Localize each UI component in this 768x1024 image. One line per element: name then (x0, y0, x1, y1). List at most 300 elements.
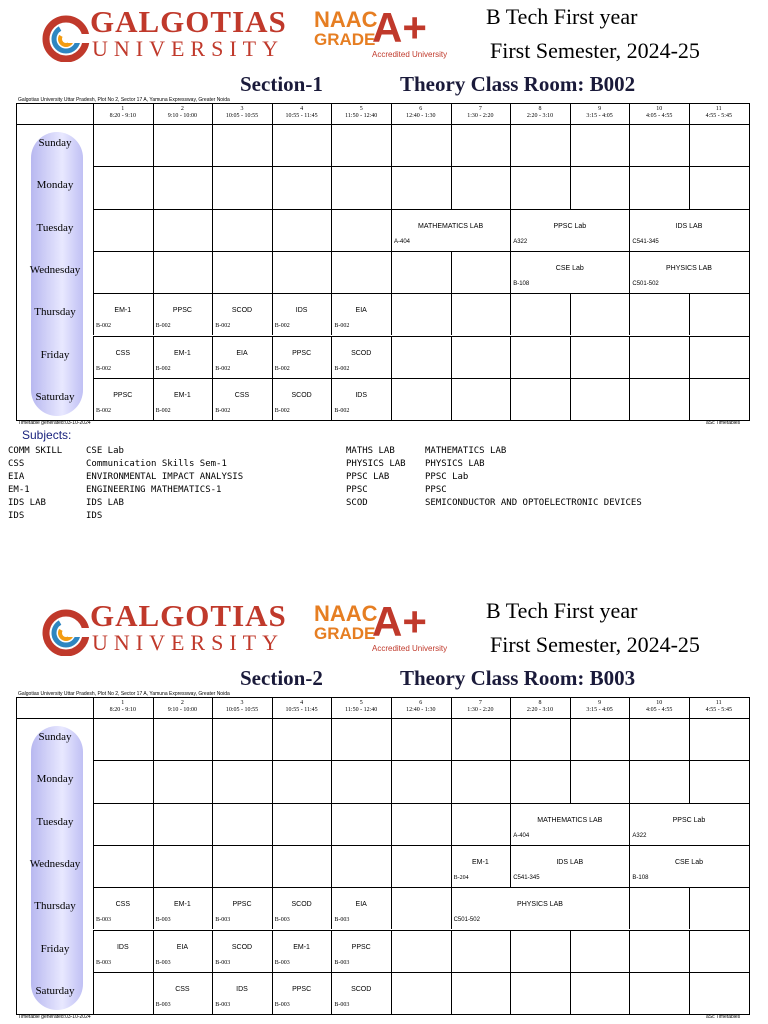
grid-col-line (570, 930, 571, 972)
period-number: 2 (180, 700, 184, 706)
period-time: 4:05 - 4:55 (646, 113, 673, 119)
class-slot[interactable] (272, 930, 332, 972)
period-time: 4:55 - 5:45 (705, 113, 732, 119)
grade-aplus: A+ (372, 4, 427, 51)
grid-col-line (451, 104, 452, 124)
grid-col-line (451, 718, 452, 760)
class-slot[interactable] (451, 887, 630, 929)
period-number: 9 (598, 106, 602, 112)
period-time: 10:05 - 10:55 (225, 707, 259, 713)
slot-subject: EM-1 (114, 307, 132, 315)
grid-col-line (93, 803, 94, 845)
grid-row-line (93, 760, 749, 761)
subject-name: PPSC (425, 485, 447, 495)
grid-col-line (510, 336, 511, 378)
grid-col-line (212, 166, 213, 208)
naac-label: NAAC (314, 601, 378, 626)
grid-col-line (391, 760, 392, 802)
period-header (570, 104, 630, 124)
period-time: 11:50 - 12:40 (345, 113, 378, 119)
slot-room: C501-502 (453, 917, 480, 924)
grid-col-line (749, 336, 750, 378)
class-slot[interactable] (93, 930, 153, 972)
grid-col-line (451, 293, 452, 335)
period-header (510, 104, 570, 124)
period-number: 3 (240, 106, 244, 112)
slot-room: B-002 (155, 407, 171, 414)
slot-subject: CSS (115, 349, 130, 357)
timetable-grid (16, 697, 750, 1015)
grid-col-line (749, 124, 750, 166)
slot-room: B-003 (274, 959, 290, 966)
grid-col-line (212, 760, 213, 802)
grid-col-line (153, 760, 154, 802)
period-header (272, 698, 332, 718)
period-time: 12:40 - 1:30 (406, 113, 436, 119)
slot-subject: PPSC (292, 349, 312, 357)
slot-room: B-002 (96, 407, 111, 414)
accredited-label: Accredited University (372, 644, 448, 653)
address: Galgotias University Uttar Pradesh, Plot No 2, Sector 17 A, Yamuna Expressway, Greater Noida (18, 691, 230, 697)
slot-subject: EM-1 (174, 349, 191, 357)
grid-col-line (510, 293, 511, 335)
slot-subject: CSE Lab (555, 264, 584, 272)
grid-col-line (272, 124, 273, 166)
grid-col-line (331, 760, 332, 802)
grid-col-line (212, 104, 213, 124)
grid-col-line (153, 698, 154, 718)
slot-room: B-003 (274, 1001, 290, 1008)
slot-room: B-003 (155, 959, 171, 966)
class-slot[interactable] (153, 336, 213, 378)
slot-room: B-003 (334, 959, 350, 966)
day-label-wednesday: Wednesday (29, 858, 81, 871)
slot-subject: SCOD (291, 391, 312, 399)
class-slot[interactable] (331, 293, 391, 335)
period-header (451, 104, 511, 124)
grid-col-line (629, 698, 630, 718)
slot-subject: SCOD (291, 901, 312, 909)
accredited-label: Accredited University (372, 50, 448, 59)
day-label-thursday: Thursday (34, 306, 76, 319)
slot-subject: IDS (116, 943, 129, 951)
class-slot[interactable] (331, 972, 391, 1014)
period-header (331, 104, 391, 124)
grid-col-line (93, 251, 94, 293)
class-slot[interactable] (93, 336, 153, 378)
grid-col-line (391, 251, 392, 293)
grid-col-line (391, 104, 392, 124)
class-slot[interactable] (510, 845, 629, 887)
slot-room: B-002 (155, 323, 171, 330)
grid-col-line (272, 698, 273, 718)
grade-label: GRADE (314, 30, 376, 49)
grid-col-line (153, 845, 154, 887)
slot-room: B-003 (274, 917, 290, 924)
header (0, 0, 768, 110)
grid-col-line (570, 336, 571, 378)
grid-col-line (153, 718, 154, 760)
period-header (212, 698, 272, 718)
slot-room: A-404 (394, 238, 411, 245)
grid-col-line (391, 972, 392, 1014)
slot-subject: EM-1 (472, 858, 489, 866)
period-number: 8 (538, 106, 542, 112)
grid-row-line (17, 124, 749, 125)
grid-col-line (689, 293, 690, 335)
grid-col-line (451, 378, 452, 420)
slot-subject: EM-1 (293, 943, 310, 951)
subject-name: Communication Skills Sem-1 (86, 459, 227, 469)
day-label-monday: Monday (36, 773, 74, 786)
grid-col-line (391, 698, 392, 718)
slot-subject: EM-1 (174, 901, 191, 909)
grid-col-line (391, 336, 392, 378)
address: Galgotias University Uttar Pradesh, Plot No 2, Sector 17 A, Yamuna Expressway, Greater Noida (18, 97, 230, 103)
slot-room: B-003 (215, 1001, 231, 1008)
grid-col-line (510, 760, 511, 802)
grid-col-line (272, 845, 273, 887)
slot-room: B-002 (96, 365, 111, 372)
slot-subject: PPSC (351, 943, 371, 951)
class-slot[interactable] (510, 251, 629, 293)
grid-col-line (331, 124, 332, 166)
slot-room: B-003 (215, 959, 231, 966)
period-header (153, 104, 213, 124)
grid-col-line (749, 930, 750, 972)
period-time: 9:10 - 10:00 (167, 113, 198, 119)
class-slot[interactable] (93, 378, 153, 420)
grid-col-line (749, 760, 750, 802)
grid-col-line (212, 845, 213, 887)
class-slot[interactable] (629, 209, 748, 251)
naac-label: NAAC (314, 7, 378, 32)
class-slot[interactable] (629, 803, 748, 845)
period-time: 2:20 - 3:10 (526, 707, 554, 713)
subject-code: COMM SKILL (8, 446, 63, 456)
semester-title: First Semester, 2024-25 (490, 632, 700, 657)
grid-col-line (629, 972, 630, 1014)
grid-col-line (93, 718, 94, 760)
slot-room: B-002 (274, 365, 290, 372)
period-time: 1:30 - 2:20 (467, 707, 494, 713)
slot-room: B-003 (155, 1001, 171, 1008)
grid-col-line (689, 124, 690, 166)
period-number: 10 (656, 106, 663, 112)
grid-col-line (510, 718, 511, 760)
slot-subject: CSS (175, 985, 190, 993)
slot-subject: CSS (234, 391, 250, 399)
subject-name: PPSC Lab (425, 472, 469, 482)
grid-col-line (749, 698, 750, 718)
grid-col-line (93, 845, 94, 887)
slot-subject: PPSC (232, 901, 252, 909)
period-number: 2 (180, 106, 184, 112)
class-slot[interactable] (331, 378, 391, 420)
slot-room: B-003 (215, 917, 231, 924)
grid-col-line (629, 378, 630, 420)
grid-col-line (153, 104, 154, 124)
period-header (212, 104, 272, 124)
class-slot[interactable] (331, 336, 391, 378)
slot-subject: SCOD (351, 349, 372, 357)
program-title: B Tech First year (486, 4, 638, 29)
grid-col-line (689, 760, 690, 802)
class-slot[interactable] (212, 378, 272, 420)
grade-label: GRADE (314, 624, 376, 643)
subject-name: CSE Lab (86, 446, 124, 456)
class-slot[interactable] (629, 845, 748, 887)
period-number: 9 (598, 700, 602, 706)
grid-col-line (272, 718, 273, 760)
logo-line2: UNIVERSITY (92, 36, 284, 61)
class-slot[interactable] (153, 930, 213, 972)
grid-col-line (749, 166, 750, 208)
period-time: 1:30 - 2:20 (467, 113, 494, 119)
grid-col-line (570, 698, 571, 718)
grid-col-line (629, 718, 630, 760)
grid-col-line (749, 887, 750, 929)
subject-code: CSS (8, 459, 25, 469)
period-header (93, 698, 153, 718)
slot-room: B-003 (96, 959, 111, 966)
subject-code: PPSC (346, 485, 368, 495)
period-header (510, 698, 570, 718)
grid-col-line (629, 760, 630, 802)
class-slot[interactable] (391, 209, 510, 251)
grid-col-line (272, 251, 273, 293)
grid-col-line (689, 972, 690, 1014)
slot-room: B-002 (96, 323, 111, 330)
slot-subject: PPSC Lab (553, 222, 587, 230)
class-slot[interactable] (153, 378, 213, 420)
day-label-wednesday: Wednesday (29, 264, 81, 277)
grid-col-line (749, 209, 750, 251)
grid-col-line (749, 378, 750, 420)
slot-subject: PPSC (113, 391, 133, 399)
grid-col-line (391, 293, 392, 335)
class-slot[interactable] (212, 972, 272, 1014)
section-title: Section-1 (240, 72, 323, 96)
period-time: 9:10 - 10:00 (167, 707, 198, 713)
slot-subject: PHYSICS LAB (666, 264, 712, 272)
grid-row-line (93, 166, 749, 167)
grid-col-line (331, 698, 332, 718)
grid-row-line (17, 718, 749, 719)
slot-subject: PPSC (292, 985, 312, 993)
period-time: 8:20 - 9:10 (109, 707, 136, 713)
period-number: 7 (478, 700, 482, 706)
class-slot[interactable] (153, 293, 213, 335)
class-slot[interactable] (212, 336, 272, 378)
logo-line1: GALGOTIAS (90, 598, 287, 633)
slot-room: B-002 (274, 407, 290, 414)
grid-col-line (331, 845, 332, 887)
grid-col-line (93, 972, 94, 1014)
grid-col-line (570, 718, 571, 760)
grid-col-line (510, 104, 511, 124)
grid-col-line (689, 378, 690, 420)
grid-col-line (153, 166, 154, 208)
period-number: 11 (715, 106, 722, 112)
day-label-tuesday: Tuesday (36, 815, 74, 828)
subject-name: IDS (86, 511, 103, 521)
class-slot[interactable] (153, 972, 213, 1014)
period-header (272, 104, 332, 124)
period-header (451, 698, 511, 718)
grid-col-line (391, 124, 392, 166)
program-title: B Tech First year (486, 598, 638, 623)
period-number: 5 (359, 106, 363, 112)
period-number: 3 (240, 700, 244, 706)
grid-col-line (331, 104, 332, 124)
footer-generated: Timetable generated:03-10-2024 (18, 1014, 91, 1020)
slot-room: B-108 (632, 874, 649, 881)
grid-col-line (93, 209, 94, 251)
class-slot[interactable] (272, 336, 332, 378)
slot-room: B-002 (334, 365, 350, 372)
grid-col-line (451, 803, 452, 845)
period-number: 8 (538, 700, 542, 706)
grid-col-line (153, 209, 154, 251)
class-slot[interactable] (272, 378, 332, 420)
class-slot[interactable] (510, 803, 629, 845)
class-slot[interactable] (212, 887, 272, 929)
subject-name: IDS LAB (86, 498, 124, 508)
class-slot[interactable] (153, 887, 213, 929)
period-header (629, 104, 689, 124)
subject-name: SEMICONDUCTOR AND OPTOELECTRONIC DEVICES (425, 498, 642, 508)
class-slot[interactable] (510, 209, 629, 251)
grid-col-line (689, 887, 690, 929)
day-label-saturday: Saturday (35, 390, 75, 403)
logo-line2: UNIVERSITY (92, 630, 284, 655)
subjects-title: Subjects: (22, 428, 72, 442)
subject-code: SCOD (346, 498, 368, 508)
grid-col-line (391, 166, 392, 208)
class-slot[interactable] (272, 972, 332, 1014)
slot-room: B-002 (274, 323, 290, 330)
subject-code: IDS LAB (8, 498, 46, 508)
class-slot[interactable] (212, 293, 272, 335)
slot-room: B-002 (215, 407, 231, 414)
period-time: 10:05 - 10:55 (225, 113, 259, 119)
slot-subject: IDS (295, 307, 308, 315)
grid-col-line (749, 251, 750, 293)
subject-code: EIA (8, 472, 25, 482)
grid-col-line (212, 803, 213, 845)
grid-col-line (212, 698, 213, 718)
class-slot[interactable] (331, 887, 391, 929)
slot-room: C501-502 (632, 280, 659, 287)
subject-name: ENGINEERING MATHEMATICS-1 (86, 485, 222, 495)
grid-col-line (212, 124, 213, 166)
grid-col-line (391, 930, 392, 972)
grid-col-line (153, 251, 154, 293)
grid-col-line (331, 251, 332, 293)
grid-col-line (689, 166, 690, 208)
slot-room: B-002 (334, 323, 350, 330)
grid-col-line (212, 209, 213, 251)
period-number: 1 (121, 700, 125, 706)
grid-col-line (391, 887, 392, 929)
subject-name: PHYSICS LAB (425, 459, 485, 469)
header (0, 594, 768, 704)
day-label-thursday: Thursday (34, 900, 76, 913)
class-slot[interactable] (629, 251, 748, 293)
logo-line1: GALGOTIAS (90, 4, 287, 39)
slot-subject: EIA (355, 307, 367, 315)
slot-subject: CSS (115, 901, 130, 909)
grid-col-line (331, 209, 332, 251)
period-time: 12:40 - 1:30 (406, 707, 436, 713)
grid-col-line (510, 166, 511, 208)
slot-room: B-002 (334, 407, 350, 414)
grid-col-line (93, 166, 94, 208)
grid-col-line (331, 166, 332, 208)
class-slot[interactable] (93, 293, 153, 335)
grade-aplus: A+ (372, 598, 427, 645)
slot-room: B-002 (215, 323, 231, 330)
grid-col-line (689, 930, 690, 972)
footer-asc: aSc Timetables (706, 420, 741, 426)
class-slot[interactable] (212, 930, 272, 972)
period-time: 4:05 - 4:55 (646, 707, 673, 713)
period-time: 3:15 - 4:05 (586, 113, 613, 119)
grid-col-line (749, 718, 750, 760)
grid-col-line (629, 930, 630, 972)
slot-room: B-108 (513, 280, 530, 287)
university-logo-icon (38, 12, 94, 62)
grid-col-line (153, 124, 154, 166)
period-number: 5 (359, 700, 363, 706)
class-slot[interactable] (331, 930, 391, 972)
grid-col-line (629, 124, 630, 166)
university-logo-icon (38, 606, 94, 656)
period-number: 6 (419, 700, 423, 706)
grid-col-line (570, 378, 571, 420)
slot-subject: IDS LAB (675, 222, 703, 230)
slot-subject: SCOD (231, 943, 253, 951)
grid-col-line (629, 887, 630, 929)
grid-col-line (451, 930, 452, 972)
grid-col-line (272, 760, 273, 802)
grid-col-line (749, 972, 750, 1014)
class-slot[interactable] (272, 887, 332, 929)
subject-code: EM-1 (8, 485, 30, 495)
period-number: 4 (300, 700, 304, 706)
grid-col-line (93, 760, 94, 802)
slot-room: B-003 (334, 1001, 350, 1008)
slot-subject: IDS LAB (556, 858, 584, 866)
class-slot[interactable] (93, 887, 153, 929)
slot-subject: IDS (355, 391, 368, 399)
class-slot[interactable] (272, 293, 332, 335)
slot-room: B-204 (453, 874, 469, 881)
day-label-sunday: Sunday (38, 731, 72, 744)
grid-col-line (331, 803, 332, 845)
grid-col-line (570, 104, 571, 124)
slot-room: A322 (632, 832, 647, 839)
grid-col-line (272, 209, 273, 251)
slot-subject: PPSC (172, 307, 192, 315)
slot-subject: SCOD (351, 985, 372, 993)
grid-col-line (510, 124, 511, 166)
class-slot[interactable] (451, 845, 511, 887)
slot-subject: PHYSICS LAB (517, 901, 563, 909)
grid-col-line (749, 293, 750, 335)
period-header (570, 698, 630, 718)
